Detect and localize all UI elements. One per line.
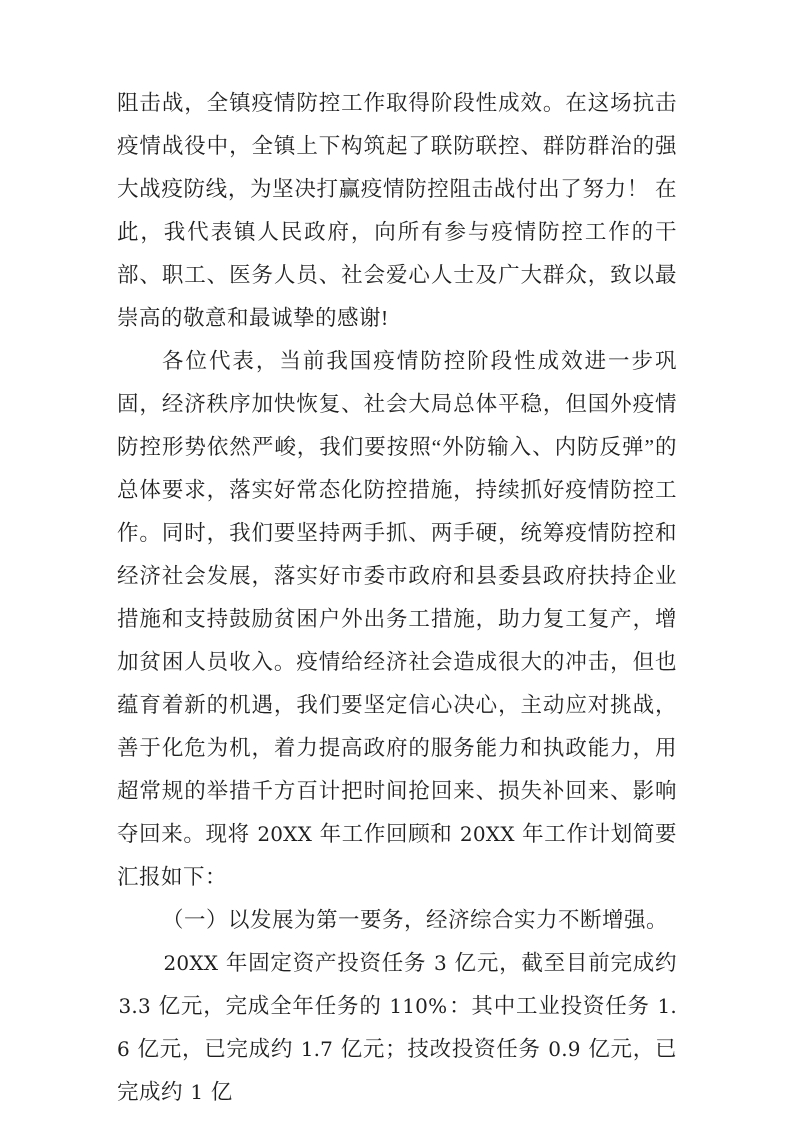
latin-run: 3.3 — [118, 994, 151, 1018]
paragraph-continued-epidemic-summary: 阻击战，全镇疫情防控工作取得阶段性成效。在这场抗击疫情战役中，全镇上下构筑起了联防联控、群防群治的强大战疫防线，为坚决打赢疫情防控阻击战付出了努力！ 在此，我代表镇人民政府，向所有参与疫情防控工作的干部、职工、医务人员、社会爱心人士及广大群众，致以最崇高的敬意和最诚挚的感谢! — [117, 91, 677, 330]
document-text-column — [117, 82, 677, 1114]
latin-run: 1.7 — [300, 1037, 334, 1061]
latin-run: 20XX — [459, 822, 515, 846]
latin-run: 1.6 — [117, 994, 677, 1061]
latin-run: 110% — [389, 994, 448, 1018]
paragraph-heading-section-one: （一）以发展为第一要务，经济综合实力不断增强。 — [162, 908, 669, 932]
latin-run: 3 — [433, 951, 447, 975]
latin-run: 20XX — [163, 951, 219, 975]
paragraph-fixed-asset-investment: 20XX 年固定资产投资任务 3 亿元，截至目前完成约 3.3 亿元，完成全年任务的 110%：其中工业投资任务 1.6 亿元，已完成约 1.7 亿元；技改投资任务 0.9 亿元，已完成约 1 亿 — [117, 951, 677, 1104]
latin-run: 20XX — [257, 822, 313, 846]
latin-run: 1 — [190, 1080, 204, 1104]
latin-run: 0.9 — [548, 1037, 581, 1061]
paragraph-delegates-address: 各位代表，当前我国疫情防控阶段性成效进一步巩固，经济秩序加快恢复、社会大局总体平稳，但国外疫情防控形势依然严峻，我们要按照“外防输入、内防反弹”的总体要求，落实好常态化防控措施，持续抓好疫情防控工作。同时，我们要坚持两手抓、两手硬，统筹疫情防控和经济社会发展，落实好市委市政府和县委县政府扶持企业措施和支持鼓励贫困户外出务工措施，助力复工复产，增加贫困人员收入。疫情给经济社会造成很大的冲击，但也蕴育着新的机遇，我们要坚定信心决心，主动应对挑战，善于化危为机，着力提高政府的服务能力和执政能力，用超常规的举措千方百计把时间抢回来、损失补回来、影响夺回来。现将 20XX 年工作回顾和 20XX 年工作计划简要汇报如下： — [117, 349, 677, 889]
